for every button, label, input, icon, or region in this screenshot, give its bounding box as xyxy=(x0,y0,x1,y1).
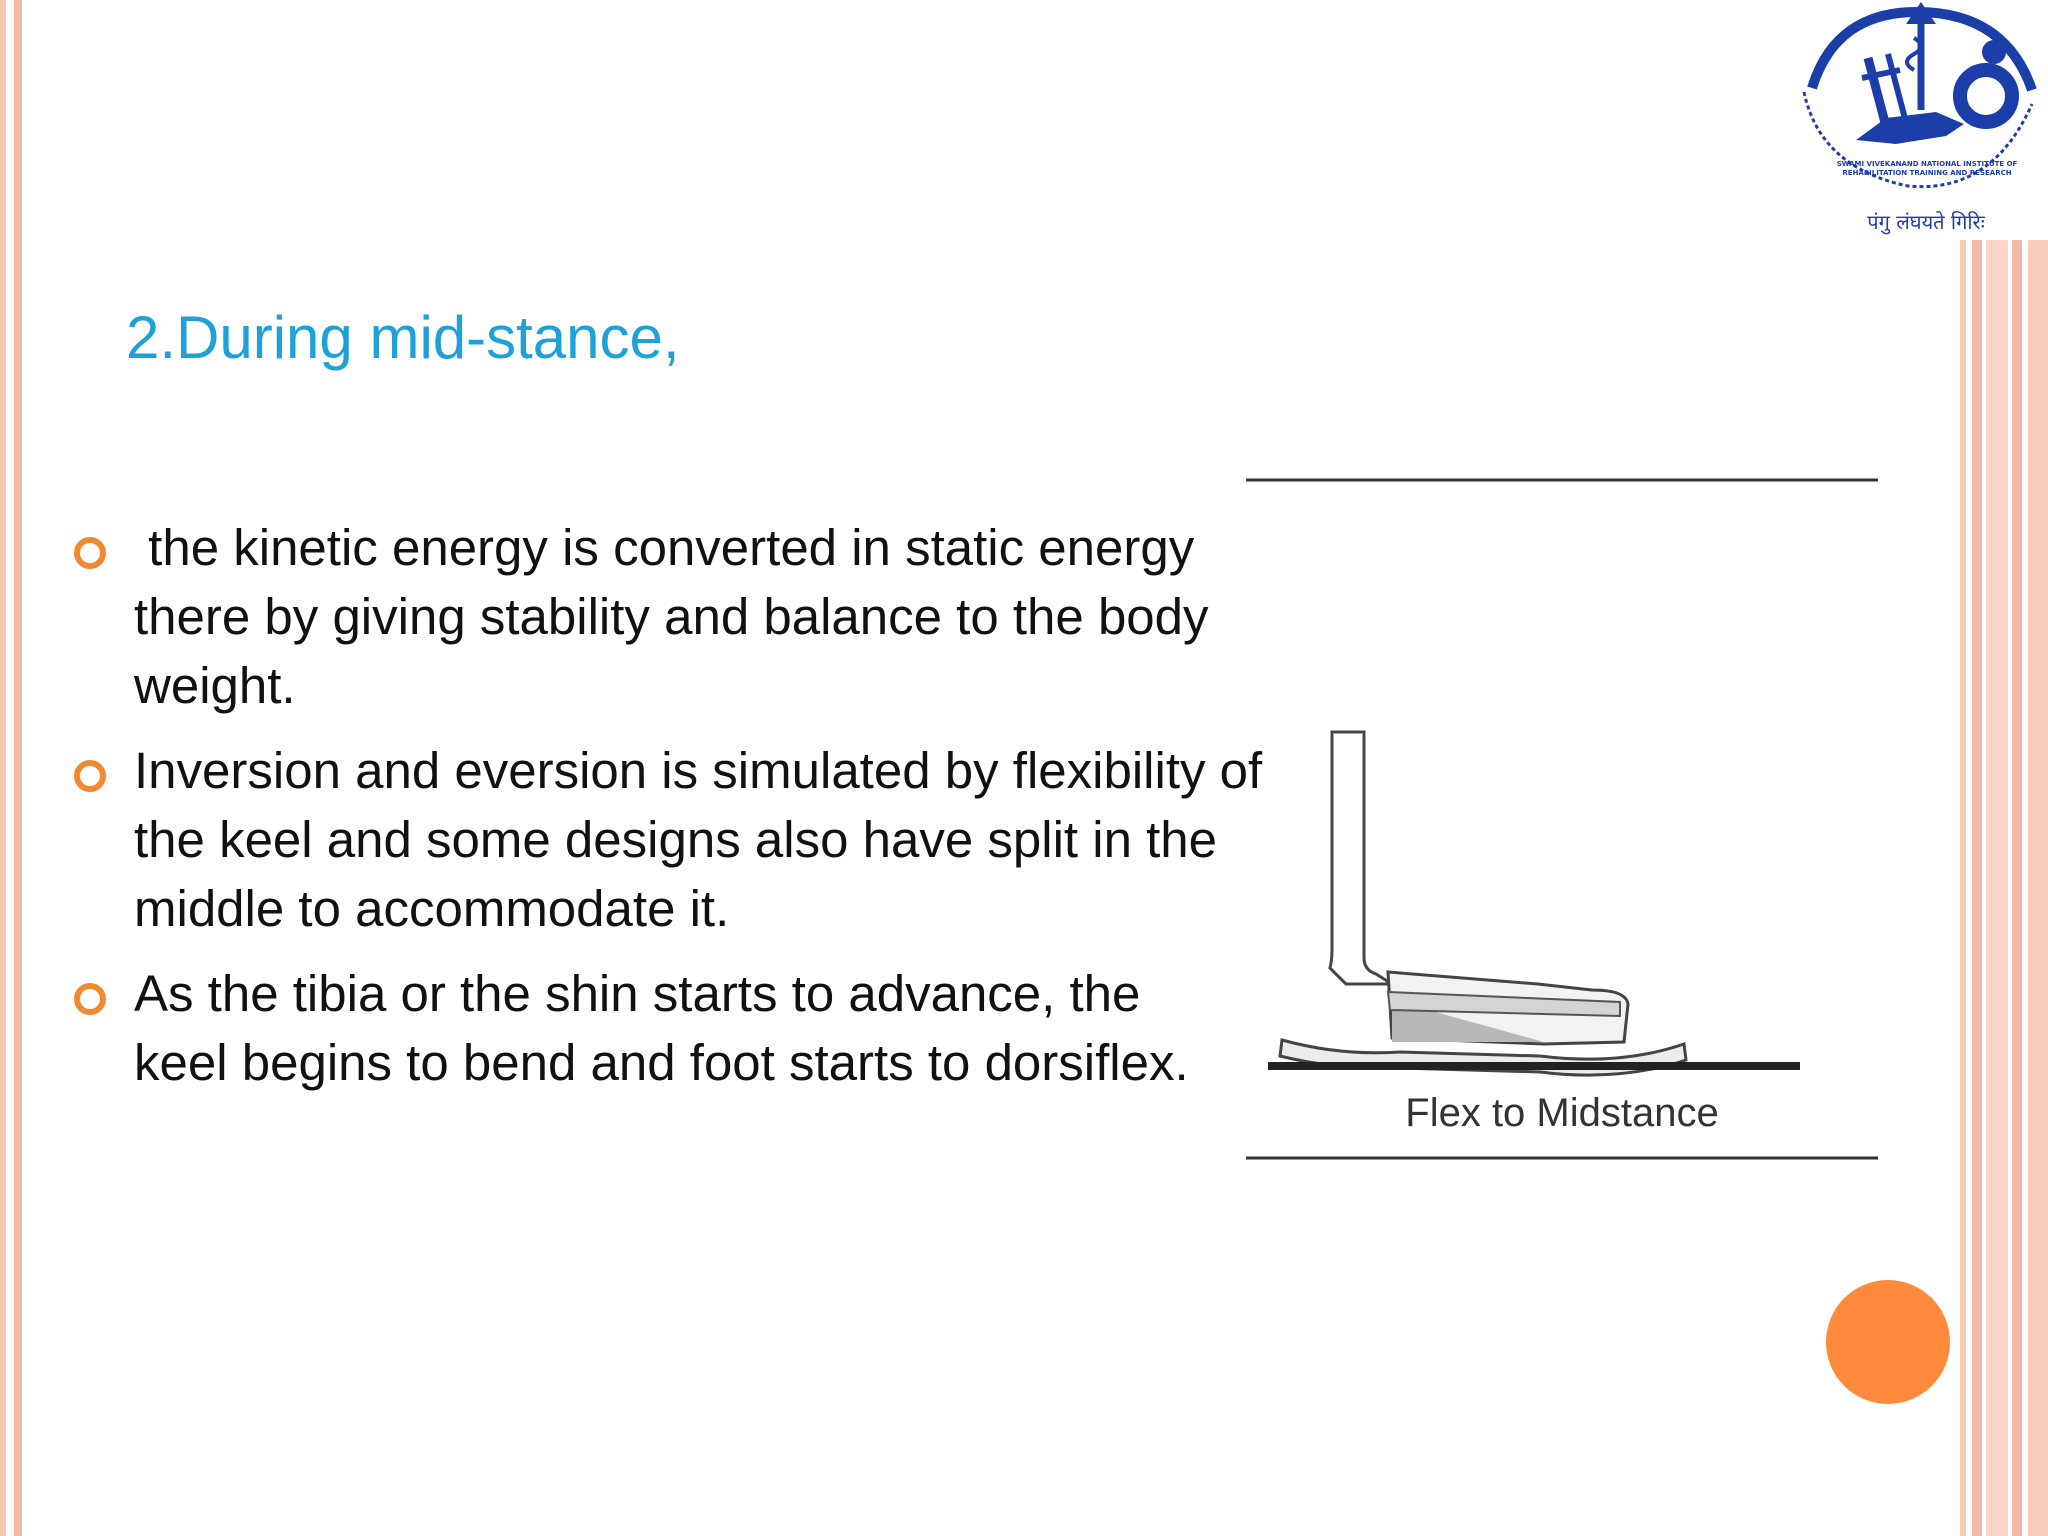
bullet-text: As the tibia or the shin starts to advance, the keel begins to bend and foot starts to dorsiflex. xyxy=(134,965,1189,1091)
left-stripe-outer xyxy=(0,0,6,1536)
slide-title: 2.During mid-stance, xyxy=(126,304,680,371)
logo-emblem-icon xyxy=(1796,0,2046,240)
right-stripe-4 xyxy=(2012,240,2022,1536)
ring-bullet-icon xyxy=(74,760,106,792)
right-stripe-5 xyxy=(2028,240,2048,1536)
bullet-list xyxy=(62,513,1263,1113)
right-stripe-3 xyxy=(1986,240,2008,1536)
ring-bullet-icon xyxy=(74,537,106,569)
right-stripe-2 xyxy=(1972,240,1982,1536)
figure-caption: Flex to Midstance xyxy=(1405,1091,1719,1135)
accent-circle xyxy=(1826,1280,1950,1404)
prosthetic-foot-figure xyxy=(1240,470,1900,1195)
logo-ring-text: SWAMI VIVEKANAND NATIONAL INSTITUTE OF REHABILITATION TRAINING AND RESEARCH xyxy=(1836,160,2018,177)
logo-motto: पंगु लंघयते गिरिः xyxy=(1867,210,1985,234)
bullet-text: the kinetic energy is converted in static energy there by giving stability and balance to the body weight. xyxy=(134,519,1223,714)
left-stripe-inner xyxy=(14,0,22,1536)
bullet-item xyxy=(62,959,1234,1097)
bullet-text: Inversion and eversion is simulated by flexibility of the keel and some designs also have split in the middle to accommodate it. xyxy=(134,742,1263,937)
prosthetic-foot-diagram xyxy=(1240,470,1900,1190)
bullet-item xyxy=(62,513,1294,720)
bullet-item xyxy=(62,736,1294,943)
institute-logo xyxy=(1796,0,2046,245)
right-stripe-1 xyxy=(1960,240,1966,1536)
ring-bullet-icon xyxy=(74,983,106,1015)
